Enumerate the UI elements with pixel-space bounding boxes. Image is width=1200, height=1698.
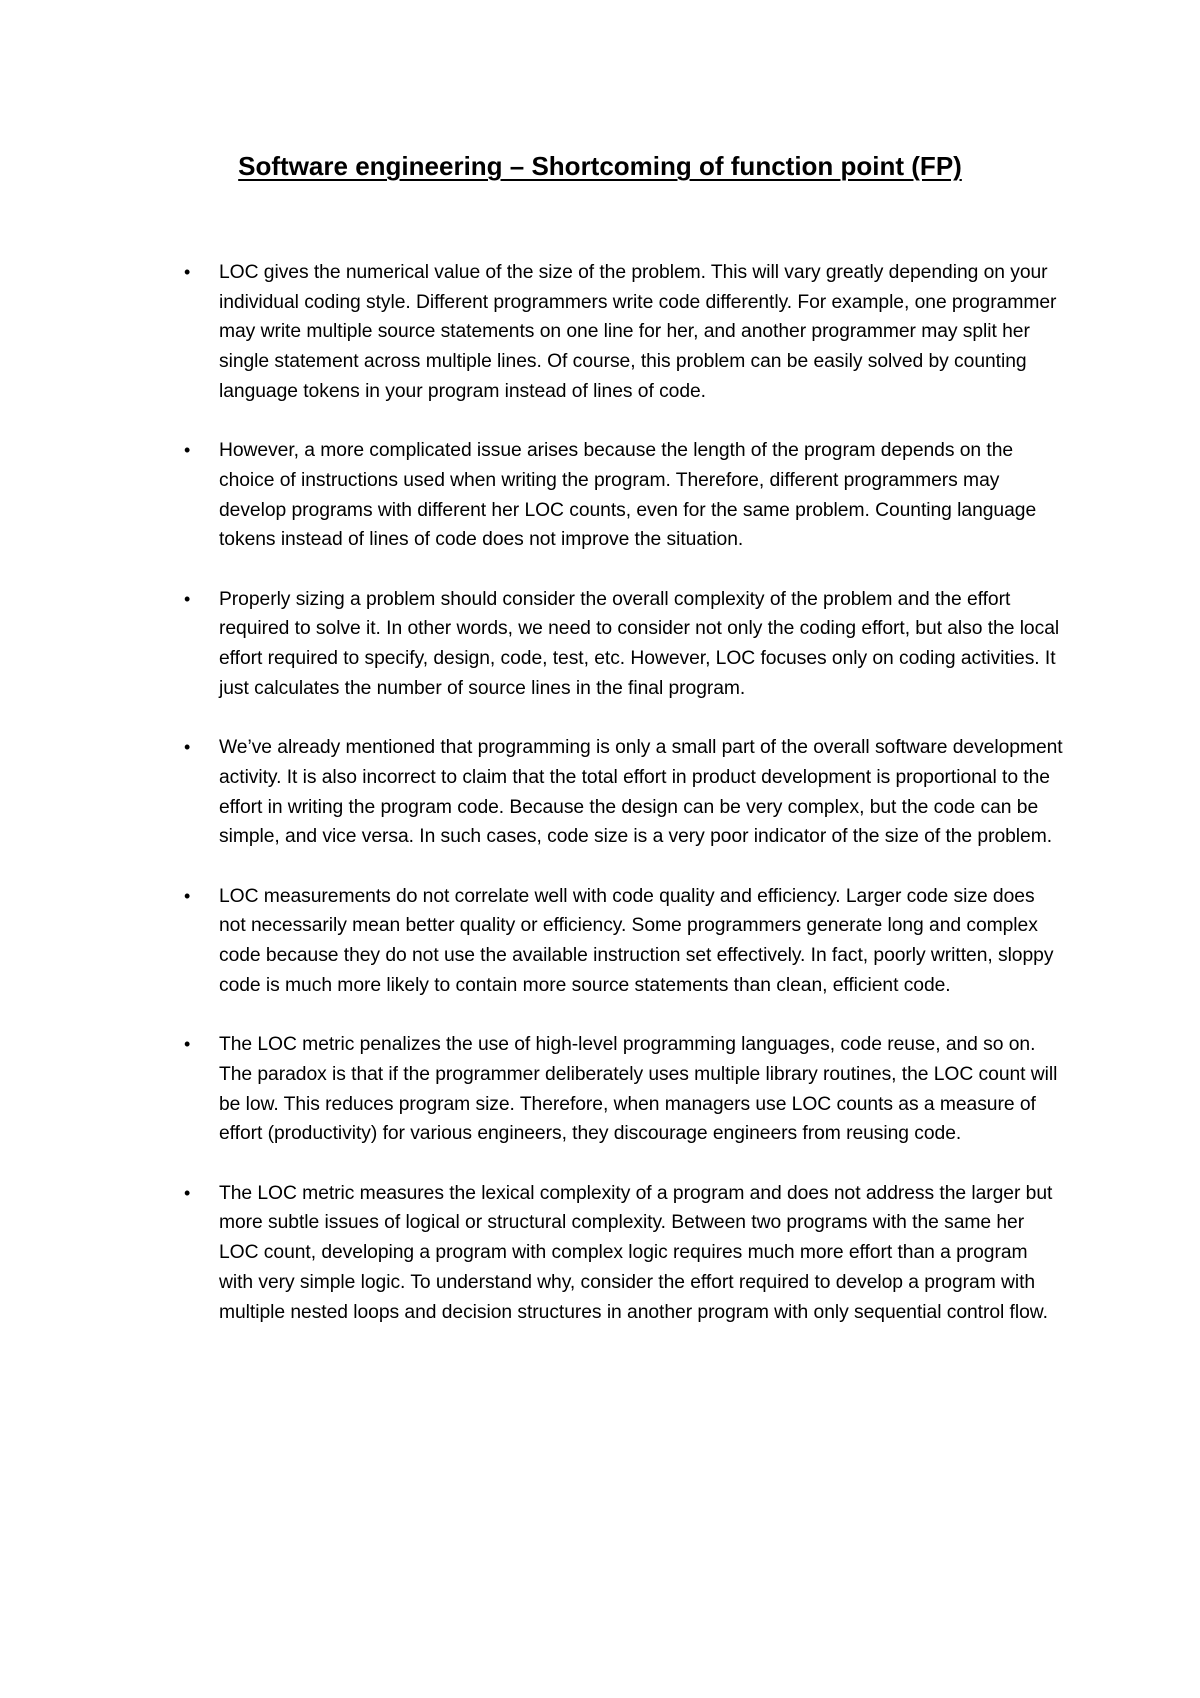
list-item-text: LOC measurements do not correlate well with code quality and efficiency. Larger code size does not necessarily mean better quality or efficiency. Some programmers generate long and complex code because they do not use the available instruction set effectively. In fact, poorly written, sloppy code is much more likely to contain more source statements than clean, efficient code. bbox=[219, 885, 1054, 996]
list-item-text: We’ve already mentioned that programming is only a small part of the overall software development activity. It is also incorrect to claim that the total effort in product development is proportional to the effort in writing the program code. Because the design can be very complex, but the code can be simple, and vice versa. In such cases, code size is a very poor indicator of the size of the problem. bbox=[219, 737, 1063, 848]
bullet-icon: • bbox=[184, 737, 191, 758]
bullet-list bbox=[184, 258, 1064, 1357]
list-item-text: The LOC metric penalizes the use of high-level programming languages, code reuse, and so on. The paradox is that if the programmer deliberately uses multiple library routines, the LOC count will be low. This reduces program size. Therefore, when managers use LOC counts as a measure of effort (productivity) for various engineers, they discourage engineers from reusing code. bbox=[219, 1034, 1058, 1145]
bullet-icon: • bbox=[184, 588, 191, 609]
list-item bbox=[184, 1030, 1064, 1149]
bullet-icon: • bbox=[184, 262, 191, 282]
list-item-text: The LOC metric measures the lexical complexity of a program and does not address the larger but more subtle issues of logical or structural complexity. Between two programs with the same her LOC count, developing a program with complex logic requires much more effort than a program with very simple logic. To understand why, consider the effort required to develop a program with multiple nested loops and decision structures in another program with only sequential control flow. bbox=[219, 1182, 1053, 1323]
list-item-text: LOC gives the numerical value of the size of the problem. This will vary greatly depending on your individual coding style. Different programmers write code differently. For example, one programmer may write multiple source statements on one line for her, and another programmer may split her single statement across multiple lines. Of course, this problem can be easily solved by counting language tokens in your program instead of lines of code. bbox=[219, 262, 1057, 402]
list-item bbox=[184, 1179, 1064, 1328]
bullet-icon: • bbox=[184, 1182, 191, 1203]
page-title: Software engineering – Shortcoming of function point (FP) bbox=[238, 151, 962, 181]
bullet-icon: • bbox=[184, 1034, 191, 1055]
list-item bbox=[184, 733, 1064, 852]
list-item bbox=[184, 258, 1064, 407]
list-item-text: However, a more complicated issue arises because the length of the program depends on the choice of instructions used when writing the program. Therefore, different programmers may develop programs with different her LOC counts, even for the same problem. Counting language tokens instead of lines of code does not improve the situation. bbox=[219, 440, 1037, 551]
list-item-text: Properly sizing a problem should consider the overall complexity of the problem and the effort required to solve it. In other words, we need to consider not only the coding effort, but also the local effort required to specify, design, code, test, etc. However, LOC focuses only on coding activities. It just calculates the number of source lines in the final program. bbox=[219, 588, 1060, 699]
list-item bbox=[184, 585, 1064, 704]
list-item bbox=[184, 882, 1064, 1001]
list-item bbox=[184, 436, 1064, 555]
bullet-icon: • bbox=[184, 885, 191, 906]
bullet-icon: • bbox=[184, 440, 191, 461]
